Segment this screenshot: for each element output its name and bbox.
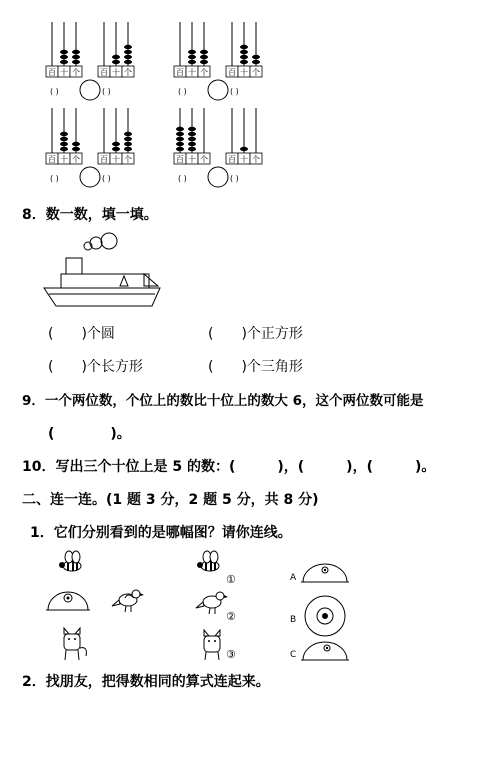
bee-icon <box>59 551 81 571</box>
abacus-bead <box>124 137 132 141</box>
abacus-bead <box>188 50 196 54</box>
parrot-view-icon <box>196 592 228 614</box>
abacus-place-label: 个 <box>200 155 208 164</box>
small-triangle <box>120 276 128 286</box>
mark-3: ③ <box>226 648 236 661</box>
letter-b: B <box>290 615 297 625</box>
abacus-bead <box>188 147 196 151</box>
bee-view-icon <box>197 551 219 571</box>
q8-circle-answer[interactable]: ( )个圆 <box>48 326 115 342</box>
chimney-square <box>66 258 82 274</box>
abacus-bead <box>188 127 196 131</box>
abacus-bead <box>124 45 132 49</box>
abacus-place-label: 十 <box>112 68 120 77</box>
compare-circle[interactable] <box>208 80 228 100</box>
abacus-place-label: 个 <box>72 155 80 164</box>
cat-view-icon <box>204 630 220 660</box>
compare-circle[interactable] <box>80 167 100 187</box>
abacus-bead <box>112 147 120 151</box>
matching-figure <box>40 550 370 670</box>
abacus <box>98 108 134 164</box>
abacus-answer-blank[interactable]: ( ) <box>178 87 187 96</box>
abacus-bead <box>240 45 248 49</box>
bowl-view-a-icon <box>301 564 349 582</box>
mark-2: ② <box>226 610 236 623</box>
abacus-place-label: 十 <box>60 155 68 164</box>
abacus <box>98 22 134 77</box>
abacus-place-label: 百 <box>100 68 108 77</box>
abacus-place-label: 百 <box>176 155 184 164</box>
abacus-area <box>0 0 504 200</box>
mark-1: ① <box>226 573 236 586</box>
q10-line[interactable]: 10．写出三个十位上是 5 的数：( )，( )，( )。 <box>22 459 436 475</box>
abacus-bead <box>112 142 120 146</box>
abacus-bead <box>72 55 80 59</box>
abacus-bead <box>60 132 68 136</box>
abacus-place-label: 十 <box>60 68 68 77</box>
abacus-place-label: 个 <box>200 68 208 77</box>
abacus-place-label: 百 <box>48 68 56 77</box>
abacus-bead <box>200 60 208 64</box>
abacus-bead <box>240 147 248 151</box>
abacus-bead <box>176 127 184 131</box>
abacus-answer-blank[interactable]: ( ) <box>230 87 239 96</box>
smoke-circle-2 <box>90 237 102 249</box>
abacus-bead <box>60 60 68 64</box>
abacus-bead <box>124 132 132 136</box>
abacus-bead <box>124 50 132 54</box>
abacus-bead <box>176 137 184 141</box>
abacus-bead <box>112 55 120 59</box>
abacus-place-label: 百 <box>228 68 236 77</box>
letter-a: A <box>290 573 297 583</box>
abacus-place-label: 个 <box>124 68 132 77</box>
hull-trapezoid <box>44 288 160 306</box>
abacus <box>46 22 82 77</box>
abacus-place-label: 十 <box>240 155 248 164</box>
abacus-bead <box>252 60 260 64</box>
q9-answer-blank[interactable]: ( )。 <box>48 426 131 442</box>
abacus-answer-blank[interactable]: ( ) <box>102 87 111 96</box>
smoke-circle-3 <box>101 233 117 249</box>
abacus-place-label: 百 <box>48 155 56 164</box>
abacus-bead <box>200 55 208 59</box>
abacus-bead <box>252 55 260 59</box>
bowl-view-b-icon <box>305 596 345 636</box>
boat-figure <box>40 230 170 310</box>
abacus-bead <box>60 137 68 141</box>
abacus-bead <box>72 147 80 151</box>
abacus-bead <box>176 132 184 136</box>
abacus-bead <box>200 50 208 54</box>
abacus-bead <box>124 55 132 59</box>
abacus <box>226 22 262 77</box>
abacus-place-label: 百 <box>228 155 236 164</box>
bowl-icon <box>46 592 90 610</box>
letter-c: C <box>290 650 297 660</box>
abacus <box>174 22 210 77</box>
q8-title: 8．数一数，填一填。 <box>22 207 158 223</box>
section2-title: 二、连一连。(1 题 3 分，2 题 5 分，共 8 分) <box>22 492 319 508</box>
abacus-bead <box>60 142 68 146</box>
abacus-place-label: 个 <box>252 68 260 77</box>
abacus-bead <box>72 60 80 64</box>
abacus-bead <box>240 55 248 59</box>
q8-square-answer[interactable]: ( )个正方形 <box>208 326 303 342</box>
abacus-answer-blank[interactable]: ( ) <box>50 174 59 183</box>
abacus-bead <box>176 147 184 151</box>
bowl-view-c-icon <box>301 642 349 660</box>
q9-line1: 9．一个两位数，个位上的数比十位上的数大 6，这个两位数可能是 <box>22 393 424 409</box>
abacus-place-label: 十 <box>240 68 248 77</box>
q8-rectangle-answer[interactable]: ( )个长方形 <box>48 359 143 375</box>
abacus-place-label: 个 <box>252 155 260 164</box>
abacus-place-label: 百 <box>100 155 108 164</box>
abacus <box>226 108 262 164</box>
abacus-bead <box>188 142 196 146</box>
abacus-bead <box>112 60 120 64</box>
abacus-bead <box>72 50 80 54</box>
cabin-rectangle <box>61 274 149 288</box>
abacus-place-label: 十 <box>188 68 196 77</box>
compare-circle[interactable] <box>80 80 100 100</box>
abacus-bead <box>60 55 68 59</box>
abacus-place-label: 百 <box>176 68 184 77</box>
abacus-bead <box>176 142 184 146</box>
abacus-bead <box>60 50 68 54</box>
abacus <box>46 108 82 164</box>
abacus <box>174 108 210 164</box>
cat-icon <box>64 628 86 660</box>
abacus-bead <box>188 60 196 64</box>
abacus-place-label: 十 <box>112 155 120 164</box>
abacus-bead <box>188 137 196 141</box>
q8-triangle-answer[interactable]: ( )个三角形 <box>208 359 303 375</box>
abacus-bead <box>60 147 68 151</box>
abacus-bead <box>124 60 132 64</box>
abacus-answer-blank[interactable]: ( ) <box>50 87 59 96</box>
abacus-bead <box>124 147 132 151</box>
abacus-bead <box>124 142 132 146</box>
compare-circle[interactable] <box>208 167 228 187</box>
abacus-bead <box>188 132 196 136</box>
abacus-answer-blank[interactable]: ( ) <box>230 174 239 183</box>
abacus-bead <box>188 55 196 59</box>
abacus-bead <box>240 60 248 64</box>
s2q1-title: 1．它们分别看到的是哪幅图？请你连线。 <box>30 525 292 541</box>
abacus-answer-blank[interactable]: ( ) <box>102 174 111 183</box>
abacus-bead <box>240 50 248 54</box>
stern-triangle <box>144 274 158 286</box>
abacus-answer-blank[interactable]: ( ) <box>178 174 187 183</box>
abacus-bead <box>72 142 80 146</box>
abacus-place-label: 个 <box>72 68 80 77</box>
abacus-place-label: 个 <box>124 155 132 164</box>
s2q2-title: 2．找朋友，把得数相同的算式连起来。 <box>22 674 270 690</box>
abacus-place-label: 十 <box>188 155 196 164</box>
parrot-icon <box>112 590 144 612</box>
